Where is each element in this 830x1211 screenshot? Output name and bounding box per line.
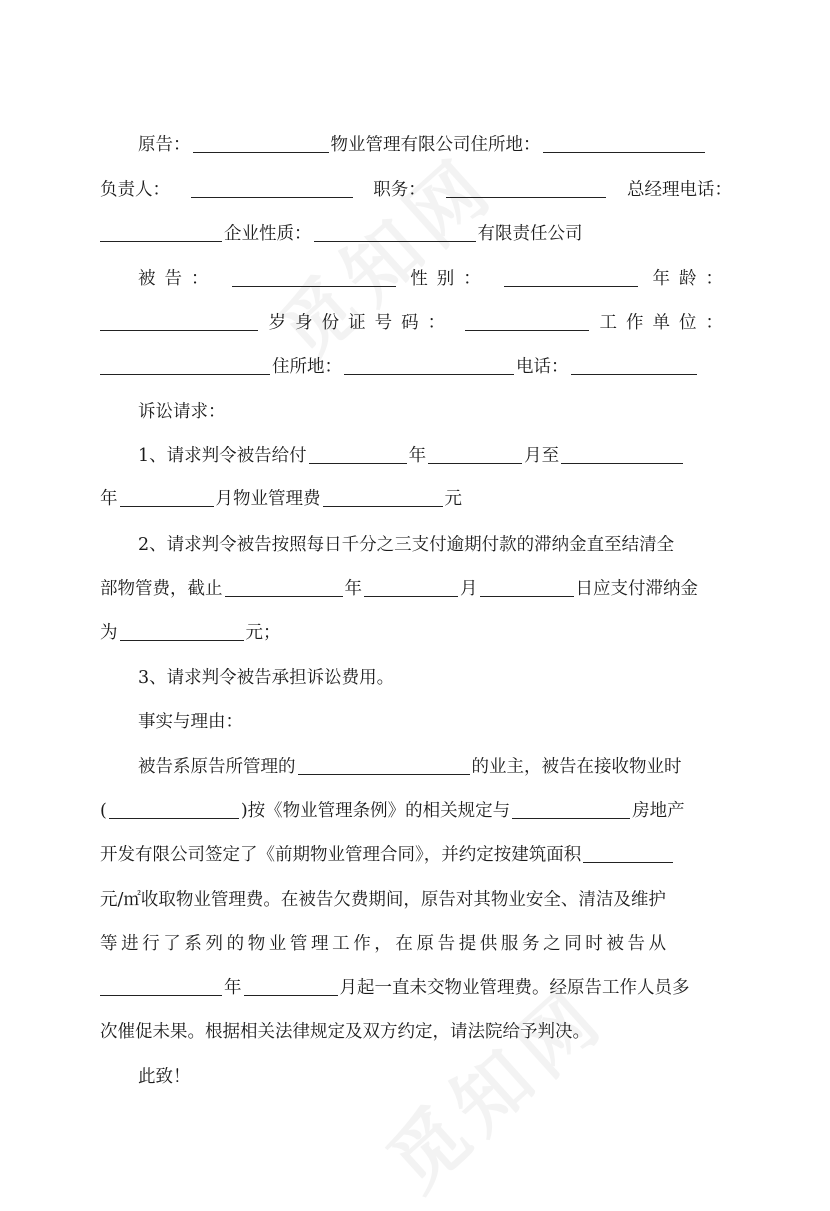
position-label: 职务： [373, 180, 426, 200]
unpaid-month-blank [244, 976, 338, 996]
position-blank [446, 178, 606, 198]
gender-blank [504, 267, 638, 287]
claim-2-month-label: 月 [460, 579, 478, 599]
claim-1-end-year-blank [561, 444, 683, 464]
id-number-blank [465, 311, 589, 331]
claims-heading: 诉讼请求： [138, 402, 226, 422]
id-line [100, 308, 732, 336]
facts-heading-line [138, 707, 732, 735]
facts-text-1b: 的业主，被告在接收物业时 [471, 757, 682, 777]
claim-1-end-month-blank [120, 487, 214, 507]
claim-1-year-label: 年 [408, 446, 427, 466]
closing-line [138, 1062, 732, 1090]
responsible-line [100, 175, 732, 203]
facts-heading: 事实与理由： [138, 712, 243, 732]
unit-price-blank [583, 843, 673, 863]
facts-year-label: 年 [224, 978, 242, 998]
defendant-line [138, 264, 732, 292]
claims-heading-line [138, 397, 732, 425]
id-number-label: 岁身份证号码： [268, 313, 455, 333]
claim-1-yuan-label: 元 [444, 489, 462, 509]
phone-blank [571, 355, 697, 375]
manager-phone-blank [100, 222, 222, 242]
claim-2-amount-blank [120, 621, 244, 641]
residence-label: 住所地： [272, 357, 342, 377]
claim-2-year-label: 年 [344, 579, 362, 599]
facts-text-5: 等进行了系列的物业管理工作，在原告提供服务之同时被告从 [100, 934, 670, 954]
claim-2-for-label: 为 [100, 623, 118, 643]
claim-1-cont-line [100, 484, 732, 512]
claim-1-fee-label: 月物业管理费 [215, 489, 321, 509]
company-address-label: 物业管理有限公司住所地： [330, 135, 541, 155]
claim-2-amount-line [100, 618, 732, 646]
defendant-name-blank [232, 267, 396, 287]
facts-paren-open: ( [100, 801, 107, 821]
phone-label: 电话： [516, 357, 569, 377]
address-blank [543, 133, 705, 153]
gender-label: 性别： [410, 269, 490, 289]
claim-2-deadline-label: 部物管费，截止 [100, 579, 223, 599]
claim-2-cont-line [100, 574, 732, 602]
limited-company-text: 有限责任公司 [477, 224, 583, 244]
facts-text-3: 开发有限公司签定了《前期物业管理合同》，并约定按建筑面积 [100, 845, 582, 865]
closing-text: 此致！ [138, 1067, 191, 1087]
residence-blank [344, 355, 514, 375]
facts-text-2b: )按《物业管理条例》的相关规定与 [240, 801, 511, 821]
age-label: 年龄： [652, 269, 732, 289]
claim-1-end-year-label: 年 [100, 489, 118, 509]
company-name-blank [193, 133, 329, 153]
plaintiff-label: 原告： [138, 135, 191, 155]
claim-2-day-blank [480, 577, 574, 597]
enterprise-nature-line [100, 219, 732, 247]
facts-text-2c: 房地产 [632, 801, 685, 821]
receive-date-blank [109, 799, 239, 819]
claim-2-text: 2、请求判令被告按照每日千分之三支付逾期付款的滞纳金直至结清全 [138, 535, 675, 555]
unpaid-year-blank [100, 976, 222, 996]
facts-line-6 [100, 973, 732, 1001]
facts-text-4: 元/㎡收取物业管理费。在被告欠费期间，原告对其物业安全、清洁及维护 [100, 890, 666, 910]
work-unit-blank [100, 355, 270, 375]
facts-text-1a: 被告系原告所管理的 [138, 757, 296, 777]
responsible-blank [191, 178, 353, 198]
plaintiff-line [138, 130, 732, 158]
residence-line [100, 352, 732, 380]
facts-line-2 [100, 796, 732, 824]
facts-line-5 [100, 929, 732, 957]
manager-phone-label: 总经理电话： [627, 180, 732, 200]
claim-1-line [138, 441, 732, 469]
claim-1-month-blank [428, 444, 522, 464]
watermark [250, 127, 515, 381]
claim-3-text: 3、请求判令被告承担诉讼费用。 [138, 668, 395, 688]
claim-1-amount-blank [323, 487, 443, 507]
enterprise-nature-label: 企业性质： [224, 224, 312, 244]
facts-line-4 [100, 885, 732, 913]
facts-line-1 [138, 752, 732, 780]
claim-1-text: 1、请求判令被告给付 [138, 446, 307, 466]
property-name-blank [298, 755, 470, 775]
facts-line-7 [100, 1017, 732, 1045]
claim-3-line [138, 663, 732, 691]
claim-2-yuan-label: 元； [245, 623, 281, 643]
claim-2-line [138, 530, 732, 558]
work-unit-label: 工作单位： [599, 313, 732, 333]
claim-1-to-label: 月至 [524, 446, 560, 466]
enterprise-nature-blank [314, 222, 476, 242]
claim-2-late-fee-label: 日应支付滞纳金 [575, 579, 698, 599]
claim-2-month-blank [364, 577, 458, 597]
facts-line-3 [100, 840, 732, 868]
claim-1-year-blank [309, 444, 407, 464]
facts-text-6: 月起一直未交物业管理费。经原告工作人员多 [339, 978, 690, 998]
developer-name-blank [512, 799, 630, 819]
facts-text-7: 次催促未果。根据相关法律规定及双方约定，请法院给予判决。 [100, 1022, 590, 1042]
defendant-label: 被告： [138, 269, 218, 289]
claim-2-year-blank [225, 577, 343, 597]
responsible-label: 负责人： [100, 180, 170, 200]
age-blank [100, 311, 258, 331]
